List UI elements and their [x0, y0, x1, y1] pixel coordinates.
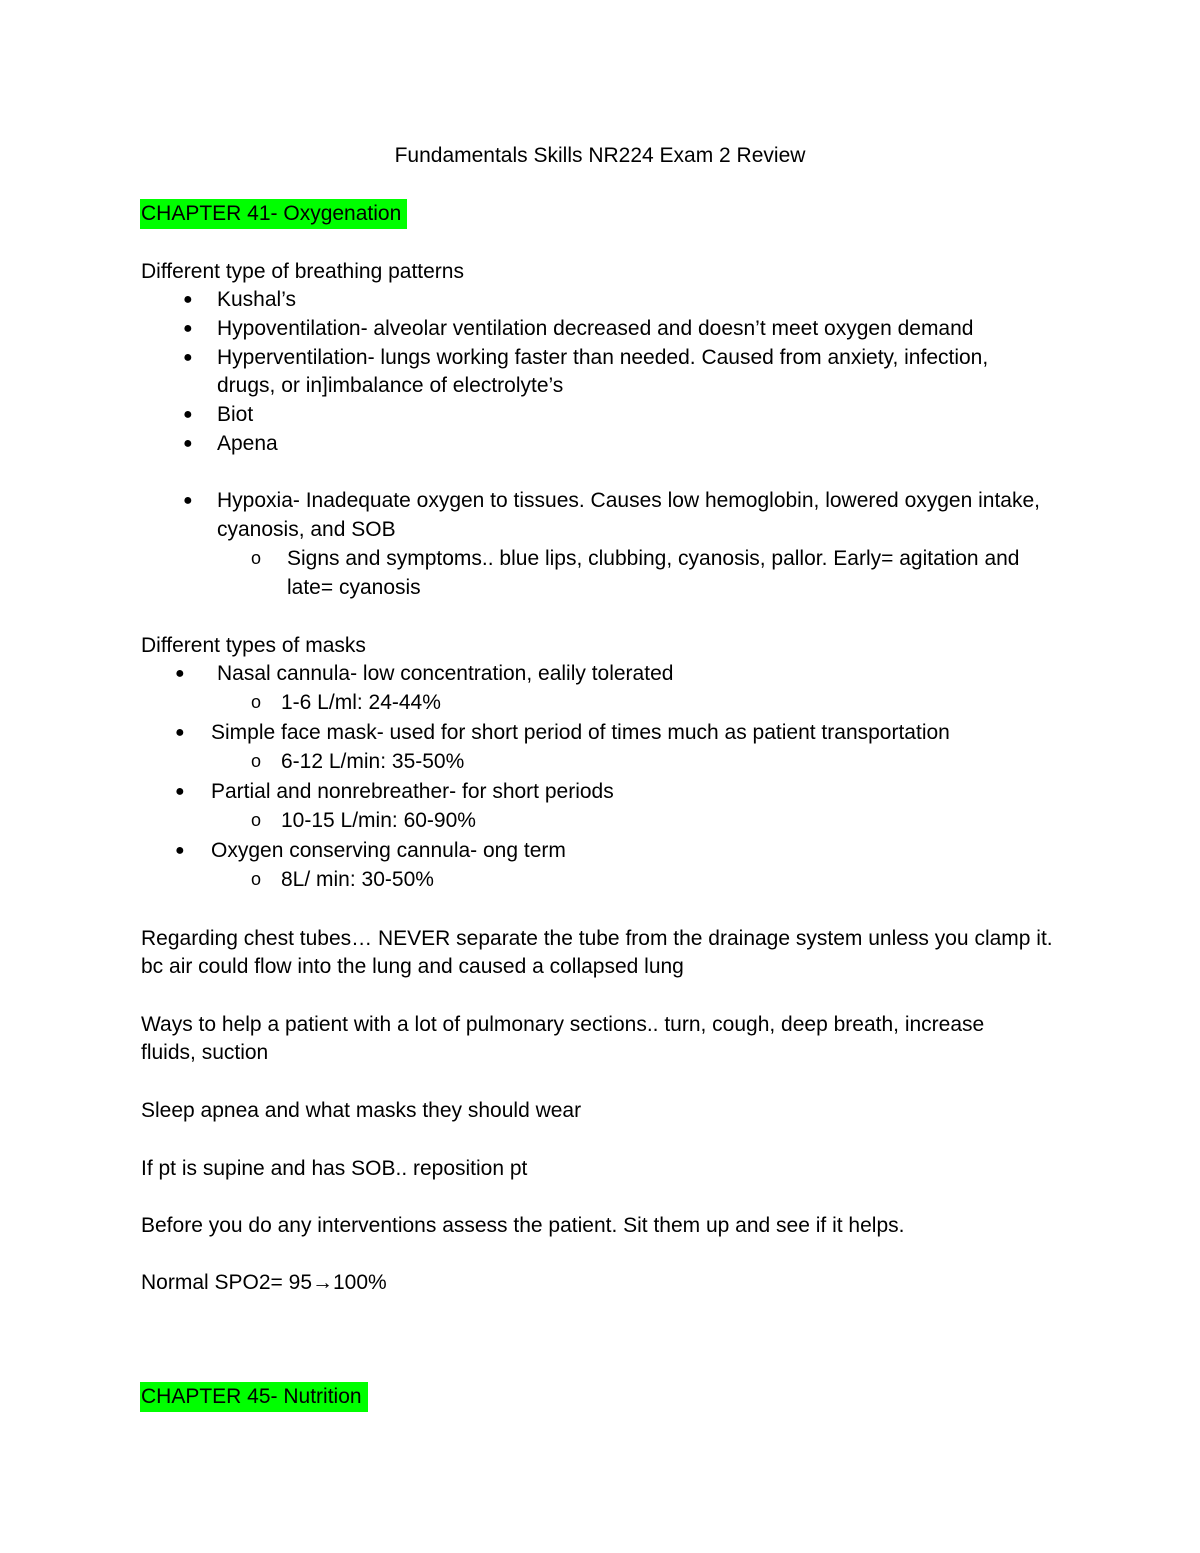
chest-tubes-note: Regarding chest tubes… NEVER separate the tube from the drainage system unless you clamp it. — [141, 927, 1053, 950]
mask-item: Partial and nonrebreather- for short periods — [211, 780, 614, 803]
chapter-41-highlight: CHAPTER 41- Oxygenation — [140, 199, 407, 229]
sub-bullet-icon: o — [251, 692, 262, 712]
bullet-icon: ● — [183, 406, 193, 423]
mask-flow-rate: 6-12 L/min: 35-50% — [281, 750, 465, 773]
bullet-icon: ● — [183, 291, 193, 308]
breathing-item-continued: drugs, or in]imbalance of electrolyte’s — [217, 374, 564, 397]
bullet-icon: ● — [175, 665, 185, 682]
breathing-item: Biot — [217, 403, 254, 426]
hypoxia-signs-continued: late= cyanosis — [287, 576, 421, 599]
mask-flow-rate: 1-6 L/ml: 24-44% — [281, 691, 441, 714]
chapter-45-highlight: CHAPTER 45- Nutrition — [140, 1382, 368, 1412]
bullet-icon: ● — [175, 842, 185, 859]
breathing-item: Hyperventilation- lungs working faster than needed. Caused from anxiety, infection, — [217, 346, 989, 369]
hypoxia-item-continued: cyanosis, and SOB — [217, 518, 396, 541]
supine-note: If pt is supine and has SOB.. reposition pt — [141, 1157, 528, 1180]
sub-bullet-icon: o — [251, 548, 262, 568]
secretions-note: Ways to help a patient with a lot of pulmonary sections.. turn, cough, deep breath, increase — [141, 1013, 985, 1036]
breathing-item: Hypoventilation- alveolar ventilation decreased and doesn’t meet oxygen demand — [217, 317, 974, 340]
chapter-41-heading — [141, 199, 407, 228]
bullet-icon: ● — [175, 724, 185, 741]
sub-bullet-icon: o — [251, 869, 262, 889]
sub-bullet-icon: o — [251, 751, 262, 771]
mask-item: Oxygen conserving cannula- ong term — [211, 839, 566, 862]
breathing-item: Apena — [217, 432, 278, 455]
chapter-45-heading — [141, 1382, 368, 1411]
masks-heading: Different types of masks — [141, 634, 366, 657]
sleep-apnea-note: Sleep apnea and what masks they should wear — [141, 1099, 582, 1122]
mask-item: Simple face mask- used for short period of times much as patient transportation — [211, 721, 950, 744]
breathing-item: Kushal’s — [217, 288, 296, 311]
document-title: Fundamentals Skills NR224 Exam 2 Review — [394, 144, 806, 167]
bullet-icon: ● — [183, 492, 193, 509]
mask-item: Nasal cannula- low concentration, ealily tolerated — [217, 662, 674, 685]
bullet-icon: ● — [175, 783, 185, 800]
mask-flow-rate: 10-15 L/min: 60-90% — [281, 809, 476, 832]
mask-flow-rate: 8L/ min: 30-50% — [281, 868, 434, 891]
chest-tubes-note-continued: bc air could flow into the lung and caused a collapsed lung — [141, 955, 684, 978]
hypoxia-signs: Signs and symptoms.. blue lips, clubbing, cyanosis, pallor. Early= agitation and — [287, 547, 1020, 570]
breathing-patterns-heading: Different type of breathing patterns — [141, 260, 464, 283]
spo2-note: Normal SPO2= 95→100% — [141, 1271, 387, 1294]
secretions-note-continued: fluids, suction — [141, 1041, 269, 1064]
bullet-icon: ● — [183, 435, 193, 452]
assess-note: Before you do any interventions assess the patient. Sit them up and see if it helps. — [141, 1214, 905, 1237]
bullet-icon: ● — [183, 320, 193, 337]
hypoxia-item: Hypoxia- Inadequate oxygen to tissues. Causes low hemoglobin, lowered oxygen intake, — [217, 489, 1040, 512]
sub-bullet-icon: o — [251, 810, 262, 830]
bullet-icon: ● — [183, 349, 193, 366]
